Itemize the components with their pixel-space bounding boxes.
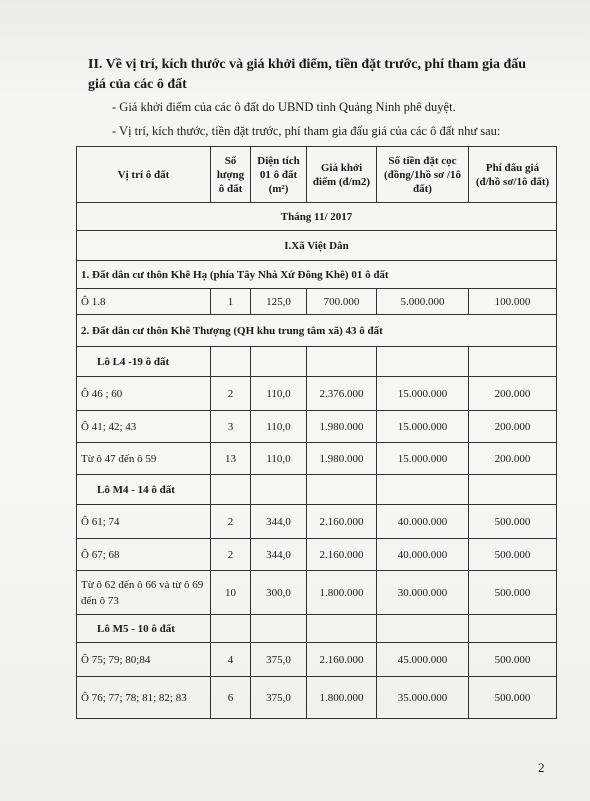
cell-area: 125,0 <box>251 289 307 315</box>
cell-price: 700.000 <box>307 289 377 315</box>
cell-location: Ô 46 ; 60 <box>77 377 211 411</box>
cell-deposit: 30.000.000 <box>377 571 469 615</box>
table-row <box>77 203 557 231</box>
cell-deposit: 15.000.000 <box>377 443 469 475</box>
cell-quantity: 3 <box>211 411 251 443</box>
cell-price: 2.376.000 <box>307 377 377 411</box>
cell-fee: 500.000 <box>469 677 557 719</box>
cell-quantity: 10 <box>211 571 251 615</box>
cell-area: 300,0 <box>251 571 307 615</box>
cell-deposit: 40.000.000 <box>377 539 469 571</box>
cell-quantity: 2 <box>211 377 251 411</box>
table-row <box>77 443 557 475</box>
cell-area: 110,0 <box>251 411 307 443</box>
cell-price: 2.160.000 <box>307 505 377 539</box>
cell-fee: 200.000 <box>469 411 557 443</box>
cell-fee: 500.000 <box>469 539 557 571</box>
land-plot-table <box>76 146 557 719</box>
col-header-fee: Phí đấu giá (đ/hồ sơ/1ô đất) <box>469 147 557 203</box>
cell-deposit: 5.000.000 <box>377 289 469 315</box>
cell-location: Từ ô 62 đến ô 66 và từ ô 69 đến ô 73 <box>77 571 211 615</box>
section-label: 1. Đất dân cư thôn Khê Hạ (phía Tây Nhà Xứ Đông Khê) 01 ô đất <box>77 261 557 289</box>
bullet-line: - Vị trí, kích thước, tiền đặt trước, phí tham gia đấu giá của các ô đất như sau: <box>112 124 501 138</box>
cell-deposit: 15.000.000 <box>377 411 469 443</box>
cell-price: 1.980.000 <box>307 411 377 443</box>
cell-fee: 500.000 <box>469 505 557 539</box>
cell-price: 1.800.000 <box>307 677 377 719</box>
cell-area: 344,0 <box>251 505 307 539</box>
table-row <box>77 231 557 261</box>
table-row <box>77 615 557 643</box>
col-header-quantity: Số lượng ô đất <box>211 147 251 203</box>
table-row <box>77 315 557 347</box>
cell-price: 1.800.000 <box>307 571 377 615</box>
cell-area: 375,0 <box>251 677 307 719</box>
cell-location: Ô 67; 68 <box>77 539 211 571</box>
cell-quantity: 2 <box>211 539 251 571</box>
lot-label: Lô L4 -19 ô đất <box>77 347 211 377</box>
cell-location: Từ ô 47 đến ô 59 <box>77 443 211 475</box>
table-row <box>77 505 557 539</box>
commune-label: I.Xã Việt Dân <box>77 231 557 261</box>
cell-location: Ô 75; 79; 80;84 <box>77 643 211 677</box>
cell-location: Ô 41; 42; 43 <box>77 411 211 443</box>
table-row <box>77 347 557 377</box>
cell-fee: 500.000 <box>469 571 557 615</box>
table-row <box>77 289 557 315</box>
cell-deposit: 45.000.000 <box>377 643 469 677</box>
cell-area: 344,0 <box>251 539 307 571</box>
col-header-deposit: Số tiền đặt cọc (đồng/1hồ sơ /1ô đất) <box>377 147 469 203</box>
cell-price: 2.160.000 <box>307 539 377 571</box>
cell-fee: 500.000 <box>469 643 557 677</box>
cell-fee: 100.000 <box>469 289 557 315</box>
cell-quantity: 4 <box>211 643 251 677</box>
table-row <box>77 677 557 719</box>
table-row <box>77 643 557 677</box>
cell-area: 110,0 <box>251 377 307 411</box>
table-row <box>77 411 557 443</box>
page-number: 2 <box>538 760 545 775</box>
col-header-start-price: Giá khởi điểm (đ/m2) <box>307 147 377 203</box>
cell-quantity: 1 <box>211 289 251 315</box>
table-row <box>77 571 557 615</box>
table-row <box>77 539 557 571</box>
col-header-area: Diện tích 01 ô đất (m²) <box>251 147 307 203</box>
cell-deposit: 40.000.000 <box>377 505 469 539</box>
cell-area: 110,0 <box>251 443 307 475</box>
cell-fee: 200.000 <box>469 377 557 411</box>
cell-price: 1.980.000 <box>307 443 377 475</box>
cell-deposit: 35.000.000 <box>377 677 469 719</box>
cell-area: 375,0 <box>251 643 307 677</box>
lot-label: Lô M4 - 14 ô đất <box>77 475 211 505</box>
col-header-location: Vị trí ô đất <box>77 147 211 203</box>
table-row <box>77 261 557 289</box>
cell-quantity: 6 <box>211 677 251 719</box>
section-heading: II. Về vị trí, kích thước và giá khởi điểm, tiền đặt trước, phí tham gia đấu giá của các ô đất <box>88 57 527 92</box>
lot-label: Lô M5 - 10 ô đất <box>77 615 211 643</box>
table-header-row <box>77 147 557 203</box>
cell-fee: 200.000 <box>469 443 557 475</box>
cell-price: 2.160.000 <box>307 643 377 677</box>
table-row <box>77 377 557 411</box>
section-label: 2. Đất dân cư thôn Khê Thượng (QH khu trung tâm xã) 43 ô đất <box>77 315 557 347</box>
bullet-line: - Giá khởi điểm của các ô đất do UBND tỉnh Quảng Ninh phê duyệt. <box>112 100 456 114</box>
cell-deposit: 15.000.000 <box>377 377 469 411</box>
table-row <box>77 475 557 505</box>
cell-location: Ô 61; 74 <box>77 505 211 539</box>
cell-location: Ô 1.8 <box>77 289 211 315</box>
cell-location: Ô 76; 77; 78; 81; 82; 83 <box>77 677 211 719</box>
month-label: Tháng 11/ 2017 <box>77 203 557 231</box>
cell-quantity: 13 <box>211 443 251 475</box>
cell-quantity: 2 <box>211 505 251 539</box>
